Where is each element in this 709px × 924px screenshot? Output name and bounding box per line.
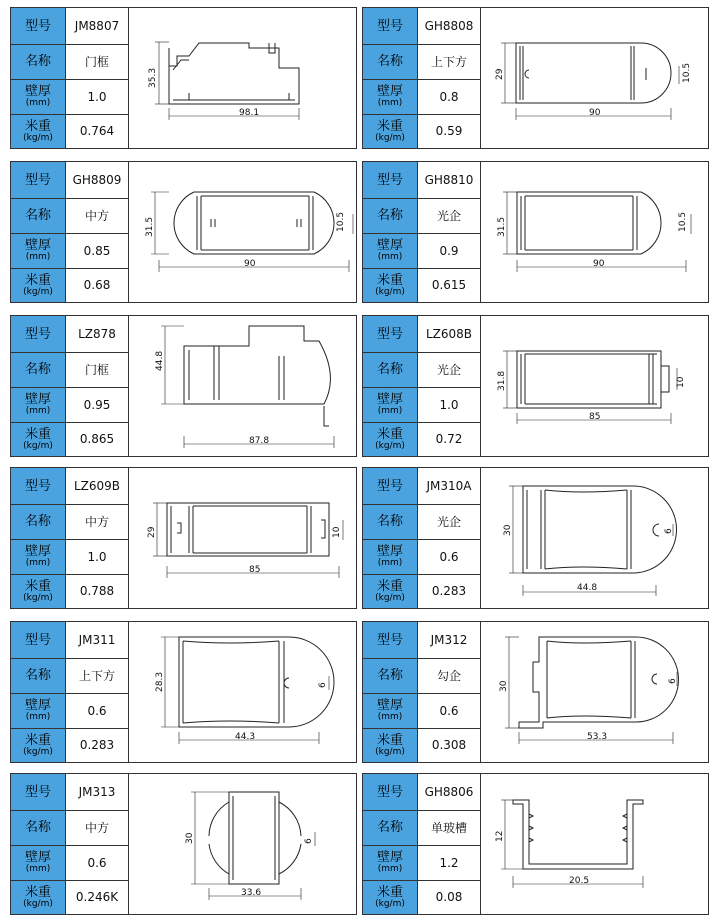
name-label: 名称	[11, 658, 66, 693]
profile-drawing	[481, 316, 708, 456]
weight-label: 米重 (kg/m)	[11, 114, 66, 148]
dimension-height: 35.3	[148, 67, 158, 88]
name-label: 名称	[11, 352, 66, 387]
profile-card	[362, 621, 709, 763]
dimension-width: 85	[249, 565, 261, 575]
thickness-label: 壁厚 (mm)	[363, 845, 418, 880]
dimension-height: 30	[499, 680, 509, 692]
weight-label: 米重 (kg/m)	[11, 268, 66, 302]
dimension-tongue: 10	[332, 526, 342, 538]
name-value: 上下方	[418, 44, 481, 79]
profile-card	[362, 315, 709, 457]
model-value: JM312	[418, 622, 481, 658]
profile-card	[362, 467, 709, 609]
profile-card	[10, 773, 357, 915]
name-value: 中方	[66, 198, 129, 233]
name-value: 光企	[418, 198, 481, 233]
weight-label: 米重 (kg/m)	[363, 268, 418, 302]
thickness-label: 壁厚 (mm)	[11, 233, 66, 268]
dimension-height: 29	[147, 526, 157, 538]
weight-value: 0.68	[66, 268, 129, 302]
model-value: JM313	[66, 774, 129, 810]
weight-label: 米重 (kg/m)	[11, 574, 66, 608]
profile-drawing	[129, 316, 356, 456]
dimension-width: 53.3	[587, 732, 608, 742]
dimension-width: 44.3	[235, 732, 256, 742]
weight-value: 0.08	[418, 880, 481, 914]
thickness-label: 壁厚 (mm)	[11, 79, 66, 114]
name-label: 名称	[11, 198, 66, 233]
model-value: LZ609B	[66, 468, 129, 504]
name-value: 单玻槽	[418, 810, 481, 845]
name-value: 中方	[66, 504, 129, 539]
name-value: 光企	[418, 352, 481, 387]
profile-drawing	[129, 622, 356, 762]
weight-label: 米重 (kg/m)	[11, 422, 66, 456]
weight-label: 米重 (kg/m)	[11, 728, 66, 762]
name-label: 名称	[363, 810, 418, 845]
name-label: 名称	[363, 44, 418, 79]
thickness-label: 壁厚 (mm)	[363, 387, 418, 422]
dimension-height: 12	[495, 830, 505, 842]
thickness-label: 壁厚 (mm)	[11, 539, 66, 574]
profile-drawing	[129, 468, 356, 608]
dimension-height: 30	[503, 524, 513, 536]
model-label: 型号	[11, 468, 66, 504]
model-value: GH8808	[418, 8, 481, 44]
name-value: 中方	[66, 810, 129, 845]
thickness-label: 壁厚 (mm)	[11, 845, 66, 880]
thickness-value: 0.85	[66, 233, 129, 268]
thickness-label: 壁厚 (mm)	[363, 539, 418, 574]
model-label: 型号	[11, 162, 66, 198]
name-label: 名称	[363, 504, 418, 539]
dimension-width: 90	[593, 259, 605, 269]
name-label: 名称	[11, 504, 66, 539]
profile-drawing	[129, 162, 356, 302]
weight-value: 0.865	[66, 422, 129, 456]
weight-value: 0.615	[418, 268, 481, 302]
dimension-height: 31.5	[497, 216, 507, 237]
thickness-value: 1.0	[66, 539, 129, 574]
thickness-value: 0.6	[418, 693, 481, 728]
weight-label: 米重 (kg/m)	[363, 880, 418, 914]
weight-value: 0.283	[418, 574, 481, 608]
thickness-label: 壁厚 (mm)	[363, 693, 418, 728]
model-label: 型号	[11, 316, 66, 352]
dimension-height: 31.5	[145, 216, 155, 237]
name-label: 名称	[363, 658, 418, 693]
profile-card	[10, 621, 357, 763]
dimension-width: 20.5	[569, 876, 590, 886]
name-label: 名称	[363, 352, 418, 387]
weight-label: 米重 (kg/m)	[363, 422, 418, 456]
dimension-tongue: 6	[664, 528, 674, 534]
dimension-width: 85	[589, 412, 601, 422]
dimension-width: 44.8	[577, 583, 598, 593]
profile-drawing	[481, 162, 708, 302]
thickness-value: 0.95	[66, 387, 129, 422]
weight-value: 0.59	[418, 114, 481, 148]
profile-card	[362, 773, 709, 915]
profile-card	[10, 161, 357, 303]
profile-card	[10, 7, 357, 149]
dimension-tongue: 6	[304, 838, 314, 844]
dimension-height: 31.8	[497, 370, 507, 391]
name-value: 光企	[418, 504, 481, 539]
dimension-tongue: 10	[676, 376, 686, 388]
thickness-value: 0.6	[66, 693, 129, 728]
model-label: 型号	[363, 774, 418, 810]
thickness-label: 壁厚 (mm)	[363, 79, 418, 114]
model-label: 型号	[363, 162, 418, 198]
weight-value: 0.283	[66, 728, 129, 762]
dimension-height: 28.3	[155, 671, 165, 692]
name-value: 勾企	[418, 658, 481, 693]
profile-card	[10, 467, 357, 609]
thickness-value: 0.9	[418, 233, 481, 268]
weight-value: 0.788	[66, 574, 129, 608]
dimension-tongue: 10.5	[682, 62, 692, 83]
model-value: GH8810	[418, 162, 481, 198]
thickness-value: 1.2	[418, 845, 481, 880]
model-value: JM8807	[66, 8, 129, 44]
dimension-width: 90	[244, 259, 256, 269]
profile-drawing	[129, 774, 356, 914]
dimension-tongue: 10.5	[678, 211, 688, 232]
model-value: JM311	[66, 622, 129, 658]
weight-value: 0.764	[66, 114, 129, 148]
model-value: LZ878	[66, 316, 129, 352]
dimension-height: 30	[185, 832, 195, 844]
model-label: 型号	[11, 8, 66, 44]
model-value: LZ608B	[418, 316, 481, 352]
model-label: 型号	[11, 622, 66, 658]
thickness-value: 1.0	[418, 387, 481, 422]
weight-value: 0.72	[418, 422, 481, 456]
profile-drawing	[481, 8, 708, 148]
thickness-label: 壁厚 (mm)	[11, 693, 66, 728]
weight-label: 米重 (kg/m)	[363, 574, 418, 608]
profile-drawing	[481, 468, 708, 608]
name-value: 门框	[66, 352, 129, 387]
dimension-tongue: 10.5	[336, 211, 346, 232]
dimension-width: 33.6	[241, 888, 262, 898]
name-value: 门框	[66, 44, 129, 79]
weight-label: 米重 (kg/m)	[363, 114, 418, 148]
thickness-value: 0.6	[66, 845, 129, 880]
weight-label: 米重 (kg/m)	[363, 728, 418, 762]
name-label: 名称	[363, 198, 418, 233]
dimension-tongue: 6	[668, 678, 678, 684]
dimension-tongue: 6	[318, 682, 328, 688]
weight-value: 0.308	[418, 728, 481, 762]
weight-label: 米重 (kg/m)	[11, 880, 66, 914]
profile-drawing	[481, 774, 708, 914]
thickness-value: 0.6	[418, 539, 481, 574]
model-value: GH8806	[418, 774, 481, 810]
name-value: 上下方	[66, 658, 129, 693]
profile-card	[362, 7, 709, 149]
dimension-width: 90	[589, 108, 601, 118]
thickness-label: 壁厚 (mm)	[11, 387, 66, 422]
model-value: GH8809	[66, 162, 129, 198]
dimension-width: 98.1	[239, 108, 260, 118]
name-label: 名称	[11, 44, 66, 79]
profile-card	[10, 315, 357, 457]
model-label: 型号	[363, 8, 418, 44]
model-label: 型号	[363, 622, 418, 658]
weight-value: 0.246K	[66, 880, 129, 914]
thickness-value: 1.0	[66, 79, 129, 114]
profile-drawing	[129, 8, 356, 148]
dimension-height: 29	[495, 68, 505, 80]
thickness-value: 0.8	[418, 79, 481, 114]
dimension-height: 44.8	[155, 350, 165, 371]
dimension-width: 87.8	[249, 436, 270, 446]
name-label: 名称	[11, 810, 66, 845]
model-label: 型号	[363, 316, 418, 352]
model-label: 型号	[11, 774, 66, 810]
thickness-label: 壁厚 (mm)	[363, 233, 418, 268]
model-label: 型号	[363, 468, 418, 504]
profile-drawing	[481, 622, 708, 762]
profile-card	[362, 161, 709, 303]
model-value: JM310A	[418, 468, 481, 504]
